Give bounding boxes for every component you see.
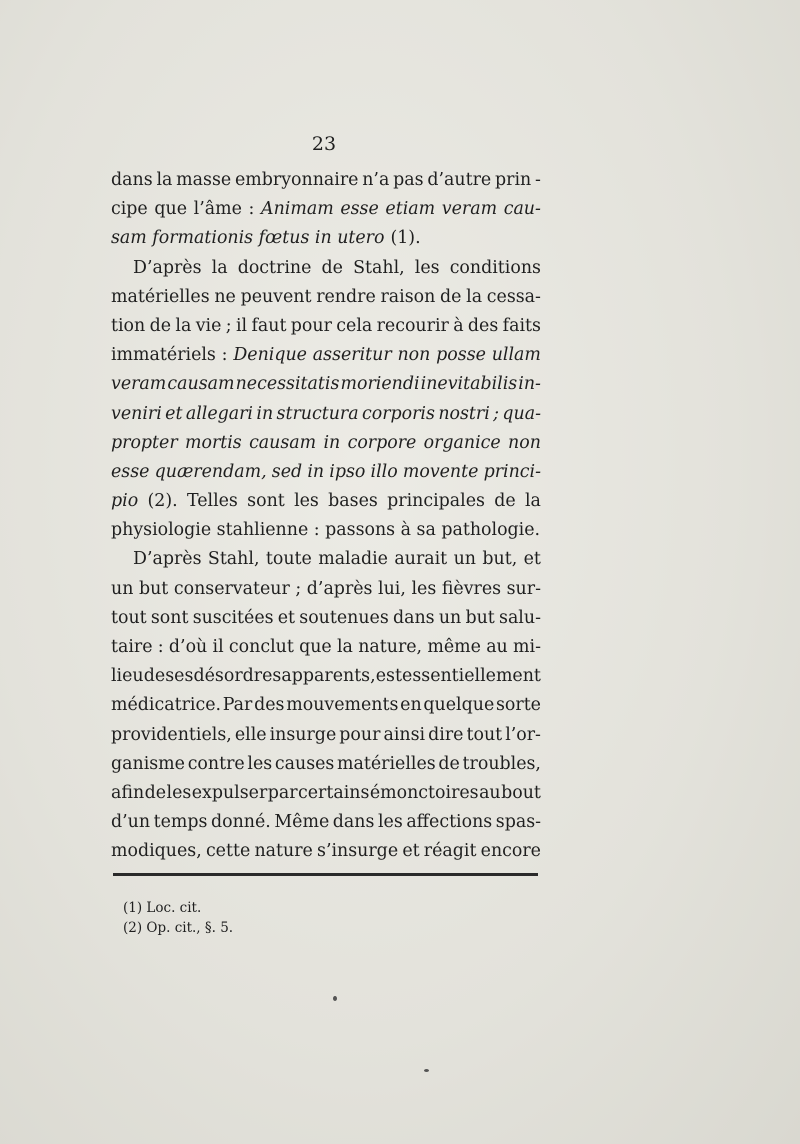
text-line <box>111 254 541 283</box>
word: quelque <box>423 695 495 716</box>
word: corporis <box>361 403 435 424</box>
text-line <box>111 575 541 604</box>
text-line <box>111 312 541 341</box>
word: ; <box>225 315 232 336</box>
word: il <box>235 315 248 336</box>
word: Denique <box>233 345 307 366</box>
word: pour <box>339 724 381 745</box>
word: la <box>156 170 173 190</box>
word: expulser <box>191 782 268 803</box>
word: Stahl, <box>353 257 405 278</box>
word: inevitabilis <box>420 374 518 395</box>
italic-text-segment: sam formationis fœtus in utero <box>111 228 385 249</box>
word: pour <box>290 315 332 336</box>
word: faits <box>502 315 541 336</box>
word: tout <box>111 607 147 628</box>
text-line <box>111 487 541 516</box>
word: que <box>154 199 187 220</box>
word: les <box>166 782 192 803</box>
word: in <box>307 461 325 482</box>
footnote-2: (2) Op. cit., §. 5. <box>123 920 234 936</box>
word: ; <box>295 578 302 599</box>
word: : <box>221 345 228 366</box>
word: cessa- <box>486 286 541 307</box>
word: et <box>402 841 420 862</box>
word: un <box>111 578 134 599</box>
word: encore <box>480 841 541 862</box>
word: propter <box>111 432 178 453</box>
text-segment: physiologie stahlienne : passons à sa pathologie. <box>111 520 541 541</box>
word: de <box>440 286 462 307</box>
word: conditions <box>449 257 541 278</box>
text-segment: (1). <box>390 228 421 249</box>
word: raison <box>380 286 436 307</box>
word: contre <box>187 753 245 774</box>
text-line <box>111 429 541 458</box>
word: et <box>523 549 541 570</box>
word: princi- <box>483 461 541 482</box>
word: ses <box>165 666 194 687</box>
word: apparents, <box>281 666 376 687</box>
word: la <box>466 286 483 307</box>
text-line <box>111 721 541 750</box>
word: D’après <box>133 549 202 570</box>
word: n’a <box>362 170 390 190</box>
word: sed <box>271 461 303 482</box>
word: causam <box>249 432 317 453</box>
footnote-1: (1) Loc. cit. <box>123 900 202 916</box>
word: insurge <box>269 724 337 745</box>
word: Par <box>222 695 253 716</box>
text-line <box>111 516 541 545</box>
body-text <box>111 166 541 867</box>
word: causam <box>167 374 235 395</box>
word: même <box>427 637 481 657</box>
word: soutenues <box>299 607 389 628</box>
word: à <box>453 315 464 336</box>
word: au <box>486 637 508 657</box>
page-number: 23 <box>311 133 337 155</box>
word: : <box>248 199 255 220</box>
word: réagit <box>423 841 477 862</box>
word: certains <box>298 782 370 803</box>
word: s’insurge <box>317 841 399 862</box>
word: - <box>535 170 541 190</box>
word: in- <box>518 374 541 395</box>
word: Même <box>274 812 330 833</box>
word: essentiellement <box>402 666 541 687</box>
word: recourir <box>376 315 449 336</box>
word: sont <box>150 607 189 628</box>
word: donné. <box>210 812 271 833</box>
word: de <box>149 315 172 336</box>
word: de <box>494 491 516 512</box>
word: organice <box>423 432 501 453</box>
word: causes <box>274 753 335 774</box>
word: d’après <box>306 578 373 599</box>
word: maladie <box>318 549 388 570</box>
word: toute <box>265 549 312 570</box>
word: pio <box>111 491 139 512</box>
word: l’or- <box>505 724 541 745</box>
word: temps <box>153 812 208 833</box>
footnote-separator-rule <box>113 873 538 876</box>
word: les <box>411 578 437 599</box>
text-line <box>111 195 541 224</box>
word: Telles <box>186 491 238 512</box>
word: providentiels, <box>111 724 232 745</box>
word: (2). <box>147 491 178 512</box>
word: troubles, <box>462 753 541 774</box>
word: posse <box>436 345 486 366</box>
word: veram <box>111 374 167 395</box>
word: affections <box>406 812 493 833</box>
word: mouvements <box>286 695 399 716</box>
word: dans <box>332 812 375 833</box>
word: cela <box>336 315 373 336</box>
text-line <box>111 779 541 808</box>
word: les <box>294 491 319 512</box>
text-line <box>111 283 541 312</box>
paper-speck <box>424 1069 429 1072</box>
word: d’un <box>111 812 151 833</box>
word: ne <box>214 286 236 307</box>
word: immatériels <box>111 345 216 366</box>
word: non <box>508 432 541 453</box>
word: non <box>397 345 431 366</box>
word: esse <box>111 461 150 482</box>
word: lieu <box>111 666 144 687</box>
word: nostri <box>438 403 490 424</box>
word: rendre <box>316 286 376 307</box>
word: corpore <box>347 432 417 453</box>
word: veram <box>441 199 498 220</box>
word: de <box>438 753 460 774</box>
text-line <box>111 545 541 574</box>
word: et <box>165 403 183 424</box>
word: d’où <box>168 637 208 657</box>
word: in <box>323 432 341 453</box>
word: sont <box>247 491 285 512</box>
text-line <box>111 341 541 370</box>
word: illo <box>370 461 398 482</box>
footnotes <box>123 898 233 938</box>
word: mi- <box>513 637 541 657</box>
word: un <box>438 607 462 628</box>
word: elle <box>234 724 267 745</box>
word: veniri <box>111 403 162 424</box>
word: ainsi <box>383 724 426 745</box>
word: cipe <box>111 199 148 220</box>
word: principales <box>387 491 485 512</box>
word: : <box>157 637 164 657</box>
word: bout <box>501 782 541 803</box>
word: la <box>336 637 353 657</box>
word: but, <box>482 549 518 570</box>
text-line <box>111 662 541 691</box>
word: tion <box>111 315 146 336</box>
text-line <box>111 224 541 253</box>
word: necessitatis <box>235 374 340 395</box>
word: prin <box>495 170 532 190</box>
word: modiques, <box>111 841 202 862</box>
word: Animam <box>261 199 334 220</box>
word: Stahl, <box>207 549 260 570</box>
text-line <box>111 808 541 837</box>
word: moriendi <box>340 374 420 395</box>
text-line <box>111 750 541 779</box>
word: et <box>277 607 296 628</box>
word: doctrine <box>237 257 312 278</box>
word: lui, <box>378 578 406 599</box>
text-line <box>111 633 541 662</box>
word: ; <box>493 403 500 424</box>
word: suscitées <box>192 607 274 628</box>
word: structura <box>276 403 359 424</box>
word: afin <box>111 782 145 803</box>
word: salu- <box>499 607 541 628</box>
word: au <box>479 782 501 803</box>
word: tout <box>466 724 503 745</box>
word: la <box>211 257 228 278</box>
word: movente <box>402 461 479 482</box>
word: pas <box>393 170 424 190</box>
word: les <box>247 753 273 774</box>
word: de <box>321 257 343 278</box>
text-line <box>111 458 541 487</box>
word: fièvres <box>441 578 502 599</box>
word: esse <box>340 199 379 220</box>
word: D’après <box>133 257 202 278</box>
word: spas- <box>495 812 541 833</box>
word: asseritur <box>312 345 392 366</box>
word: de <box>143 666 166 687</box>
word: dire <box>428 724 464 745</box>
word: peuvent <box>240 286 312 307</box>
word: embryonnaire <box>234 170 359 190</box>
word: but <box>138 578 169 599</box>
word: conclut <box>228 637 294 657</box>
paper-speck <box>333 996 337 1001</box>
text-line <box>111 166 541 195</box>
word: des <box>254 695 285 716</box>
word: cette <box>205 841 251 862</box>
word: conservateur <box>173 578 290 599</box>
word: aurait <box>394 549 448 570</box>
text-line <box>111 837 541 866</box>
word: matérielles <box>111 286 210 307</box>
word: des <box>467 315 499 336</box>
text-line <box>111 604 541 633</box>
word: la <box>525 491 541 512</box>
word: but <box>465 607 495 628</box>
word: désordres <box>193 666 282 687</box>
word: ipso <box>329 461 366 482</box>
word: en <box>400 695 422 716</box>
word: nature <box>254 841 313 862</box>
word: que <box>299 637 332 657</box>
word: est <box>375 666 402 687</box>
word: dans <box>392 607 435 628</box>
word: qua- <box>502 403 541 424</box>
word: d’autre <box>427 170 492 190</box>
word: sur- <box>506 578 541 599</box>
word: cau- <box>503 199 541 220</box>
word: bases <box>328 491 378 512</box>
word: les <box>414 257 440 278</box>
word: vie <box>195 315 222 336</box>
word: matérielles <box>337 753 436 774</box>
word: ganisme <box>111 753 185 774</box>
word: etiam <box>385 199 436 220</box>
word: un <box>453 549 476 570</box>
word: médicatrice. <box>111 695 222 716</box>
word: mortis <box>184 432 242 453</box>
word: la <box>175 315 192 336</box>
text-line <box>111 370 541 399</box>
word: masse <box>176 170 232 190</box>
word: dans <box>111 170 153 190</box>
word: l’âme <box>193 199 242 220</box>
text-line <box>111 691 541 720</box>
word: il <box>212 637 224 657</box>
word: ullam <box>491 345 541 366</box>
word: par <box>267 782 298 803</box>
word: de <box>144 782 167 803</box>
word: in <box>256 403 274 424</box>
word: allegari <box>185 403 253 424</box>
word: quærendam, <box>154 461 267 482</box>
word: faut <box>251 315 287 336</box>
text-line <box>111 400 541 429</box>
word: sorte <box>495 695 541 716</box>
word: nature, <box>358 637 423 657</box>
word: émonctoires <box>369 782 479 803</box>
word: taire <box>111 637 153 657</box>
word: les <box>377 812 403 833</box>
